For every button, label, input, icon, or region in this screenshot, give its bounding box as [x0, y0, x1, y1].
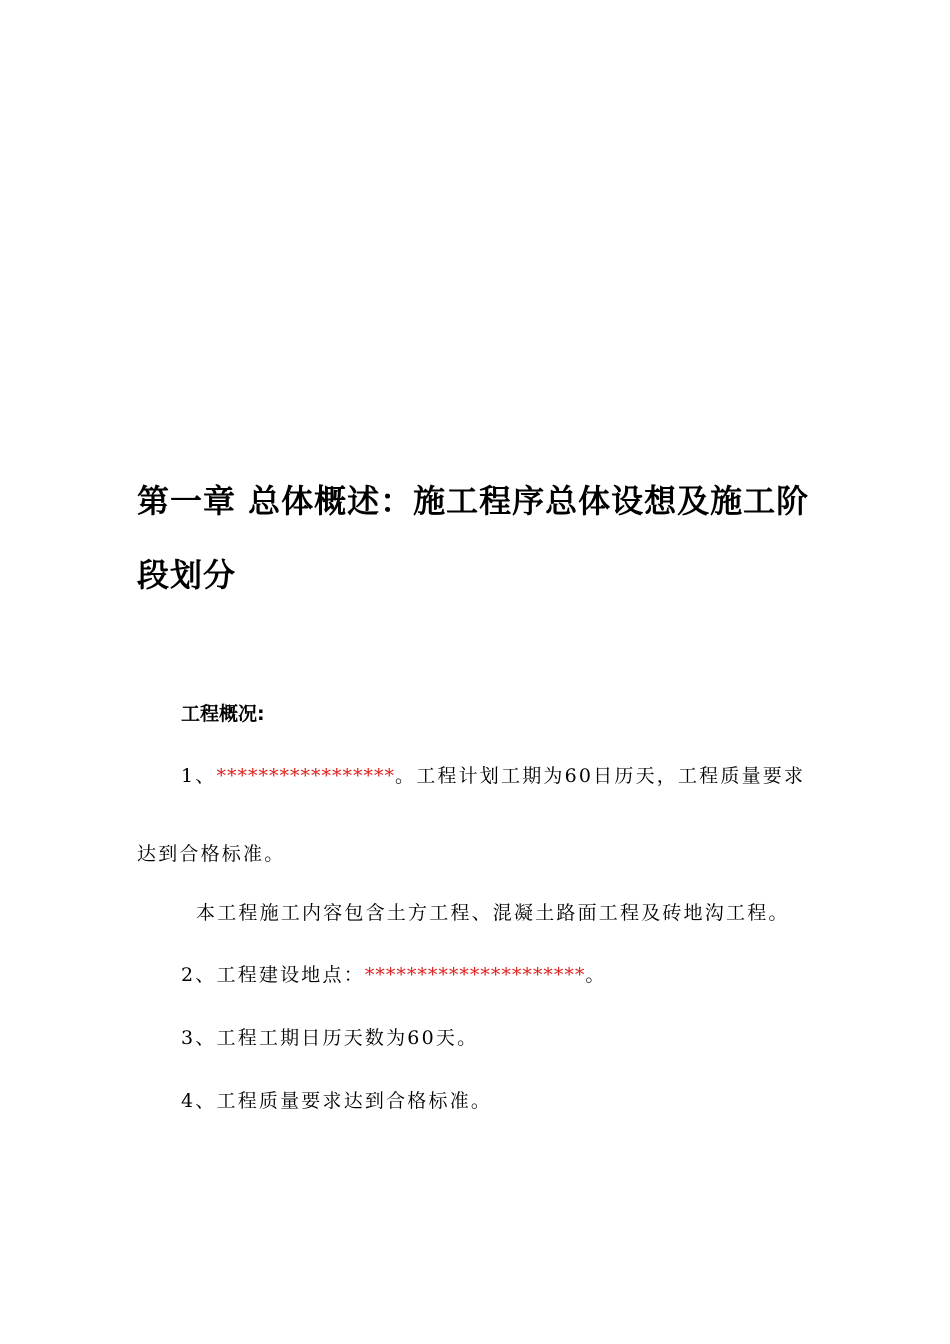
redacted-project-name: ***************** [216, 765, 395, 787]
item-2-suffix: 。 [585, 964, 607, 986]
chapter-title-line-1: 第一章 总体概述：施工程序总体设想及施工阶 [137, 482, 810, 520]
item-1-prefix: 1、 [181, 765, 217, 787]
item-2-prefix: 2、工程建设地点： [181, 964, 365, 986]
overview-item-1-continued: 达到合格标准。 [137, 843, 286, 865]
redacted-location: ********************* [364, 964, 586, 986]
overview-item-1 [181, 762, 805, 790]
overview-item-3: 3、工程工期日历天数为60天。 [181, 1027, 479, 1049]
overview-item-4: 4、工程质量要求达到合格标准。 [181, 1090, 493, 1112]
chapter-title-line-2: 段划分 [137, 556, 237, 594]
section-heading: 工程概况: [181, 703, 265, 725]
overview-item-2 [181, 961, 607, 989]
item-1-text: 。工程计划工期为60日历天，工程质量要求 [395, 765, 806, 787]
scope-paragraph: 本工程施工内容包含土方工程、混凝土路面工程及砖地沟工程。 [196, 902, 790, 924]
